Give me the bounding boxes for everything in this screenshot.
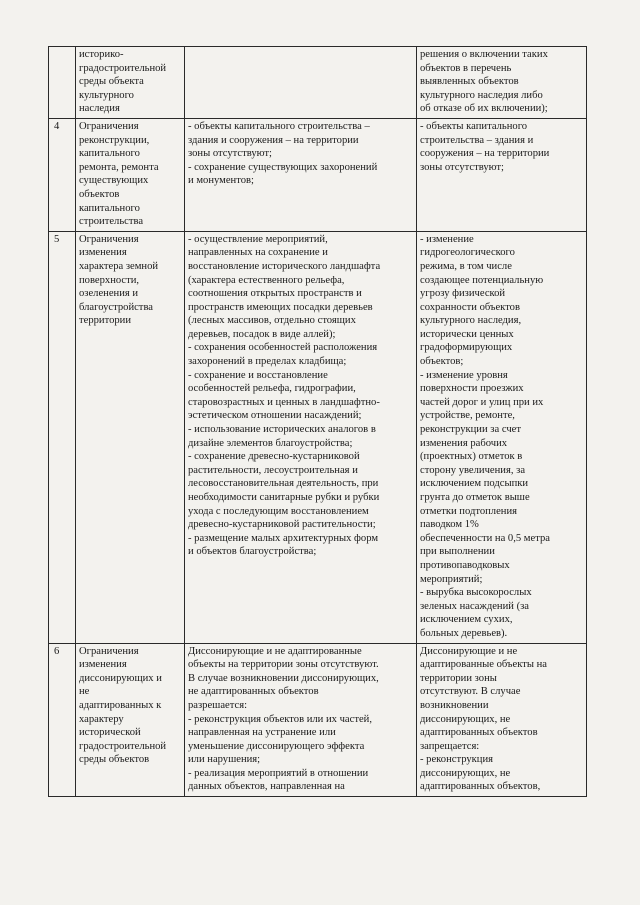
cell-text-line: или нарушения;	[188, 754, 261, 766]
cell-text-line: уменьшение диссонирующего эффекта	[188, 740, 365, 752]
cell-text-line: - сохранения особенностей расположения	[188, 342, 378, 354]
cell-text-line: адаптированных к	[79, 699, 162, 711]
cell-text-line: характера земной	[79, 260, 159, 272]
prohibited-measures-cell	[417, 643, 587, 797]
prohibited-measures-cell	[417, 231, 587, 643]
cell-text-line: исторической	[79, 727, 141, 739]
cell-text-line: - использование исторических аналогов в	[188, 424, 376, 436]
cell-text-line: лесовосстановительная деятельность, при	[188, 478, 379, 490]
cell-text-line: - изменение уровня	[420, 369, 508, 381]
cell-text-line: благоустройства	[79, 301, 154, 313]
cell-text-line: - сохранение древесно-кустарниковой	[188, 451, 360, 463]
row-number-cell: 5	[49, 231, 76, 643]
cell-text-line: - реконструкция объектов или их частей,	[188, 713, 372, 725]
cell-text-line: изменения	[79, 247, 127, 259]
cell-text-line: обеспеченности на 0,5 метра	[420, 532, 550, 544]
cell-text-line: пространств имеющих посадки деревьев	[188, 301, 373, 313]
cell-text-line: угрозу физической	[420, 288, 506, 300]
cell-text-line: - осуществление мероприятий,	[188, 233, 328, 245]
cell-text-line: паводком 1%	[420, 519, 479, 531]
cell-text-line: (проектных) отметок в	[420, 451, 523, 463]
cell-text-line: об отказе об их включении);	[420, 103, 548, 115]
cell-text-line: капитального	[79, 148, 140, 160]
cell-text-line: необходимости санитарные рубки и рубки	[188, 492, 380, 503]
cell-text-line: грунта до отметок выше	[420, 492, 530, 503]
table-row	[49, 231, 587, 643]
permitted-measures-cell	[185, 47, 417, 119]
cell-text-line: не	[79, 686, 90, 698]
cell-text-line: изменения	[79, 659, 127, 671]
cell-text-line: запрещается:	[420, 740, 480, 752]
cell-text-line: - изменение	[420, 233, 474, 245]
cell-text-line: градостроительной	[79, 62, 167, 74]
table-row	[49, 47, 587, 119]
cell-text-line: градостроительной	[79, 740, 167, 752]
restrictions-table	[48, 46, 587, 797]
cell-text-line: зоны отсутствуют;	[420, 161, 505, 173]
cell-text-line: направленная на устранение или	[188, 727, 336, 739]
cell-text-line: объектов	[79, 188, 120, 200]
prohibited-measures-cell	[417, 47, 587, 119]
cell-text-line: реконструкции,	[79, 134, 150, 146]
cell-text-line: здания и сооружения – на территории	[188, 134, 359, 146]
table-row	[49, 643, 587, 797]
cell-text-line: гидрогеологического	[420, 247, 515, 259]
cell-text-line: эстетическом отношении насаждений;	[188, 410, 362, 422]
cell-text-line: - сохранение и восстановление	[188, 369, 328, 381]
cell-text-line: мероприятий;	[420, 573, 483, 585]
cell-text-line: Диссонирующие и не адаптированные	[188, 645, 362, 657]
prohibited-measures-cell	[417, 118, 587, 231]
cell-text-line: территории	[79, 315, 132, 327]
cell-text-line: наследия	[79, 103, 120, 115]
cell-text-line: адаптированных объектов	[420, 727, 538, 739]
cell-text-line: - размещение малых архитектурных форм	[188, 532, 379, 544]
cell-text-line: и объектов благоустройства;	[188, 546, 317, 558]
row-number-cell: 6	[49, 643, 76, 797]
cell-text-line: культурного наследия,	[420, 315, 522, 327]
cell-text-line: - объекты капитального строительства –	[188, 120, 370, 132]
cell-text-line: озеленения и	[79, 288, 139, 300]
cell-text-line: ремонта, ремонта	[79, 161, 159, 173]
cell-text-line: поверхности проезжих	[420, 383, 524, 395]
cell-text-line: Ограничения	[79, 645, 139, 657]
cell-text-line: - реализация мероприятий в отношении	[188, 767, 369, 779]
table-row	[49, 118, 587, 231]
cell-text-line: существующих	[79, 175, 149, 187]
cell-text-line: культурного наследия либо	[420, 89, 543, 101]
cell-text-line: - объекты капитального	[420, 120, 528, 132]
cell-text-line: Ограничения	[79, 120, 139, 132]
cell-text-line: особенностей рельефа, гидрографии,	[188, 383, 356, 395]
cell-text-line: В случае возникновении диссонирующих,	[188, 672, 379, 684]
cell-text-line: ухода с последующим восстановлением	[188, 505, 369, 517]
cell-text-line: диссонирующих, не	[420, 713, 511, 725]
cell-text-line: сооружения – на территории	[420, 148, 550, 160]
cell-text-line: частей дорог и улиц при их	[420, 396, 544, 408]
cell-text-line: строительства – здания и	[420, 134, 534, 146]
cell-text-line: объектов;	[420, 356, 464, 368]
cell-text-line: (лесных массивов, отдельно стоящих	[188, 315, 356, 327]
table-body	[49, 47, 587, 797]
cell-text-line: соотношения открытых пространств и	[188, 288, 362, 300]
cell-text-line: исключением подсыпки	[420, 478, 529, 490]
cell-text-line: - вырубка высокорослых	[420, 587, 532, 599]
cell-text-line: среды объектов	[79, 754, 150, 766]
cell-text-line: восстановление исторического ландшафта	[188, 260, 381, 272]
cell-text-line: диссонирующих и	[79, 672, 162, 684]
cell-text-line: создающее потенциальную	[420, 274, 544, 286]
cell-text-line: при выполнении	[420, 546, 495, 558]
cell-text-line: строительства	[79, 216, 144, 228]
cell-text-line: режима, в том числе	[420, 260, 512, 272]
cell-text-line: зоны отсутствуют;	[188, 148, 273, 160]
cell-text-line: изменения рабочих	[420, 437, 508, 449]
cell-text-line: противопаводковых	[420, 559, 510, 571]
cell-text-line: данных объектов, направленная на	[188, 781, 345, 793]
cell-text-line: объекты на территории зоны отсутствуют.	[188, 659, 379, 671]
restriction-name-cell	[76, 47, 185, 119]
cell-text-line: деревьев, посадок в виде аллей);	[188, 328, 336, 340]
cell-text-line: захоронений в пределах кладбища;	[188, 356, 347, 368]
cell-text-line: градоформирующих	[420, 342, 513, 354]
cell-text-line: (характера естественного рельефа,	[188, 274, 345, 286]
cell-text-line: исключением сухих,	[420, 614, 513, 626]
cell-text-line: территории зоны	[420, 672, 497, 684]
cell-text-line: зеленых насаждений (за	[420, 600, 529, 612]
cell-text-line: капитального	[79, 202, 140, 214]
cell-text-line: выявленных объектов	[420, 76, 519, 88]
cell-text-line: культурного	[79, 89, 134, 101]
permitted-measures-cell	[185, 231, 417, 643]
cell-text-line: старовозрастных и ценных в ландшафтно-	[188, 396, 380, 408]
cell-text-line: реконструкции за счет	[420, 424, 521, 436]
cell-text-line: древесно-кустарниковой растительности;	[188, 519, 376, 531]
cell-text-line: разрешается:	[188, 699, 248, 711]
cell-text-line: отметки подтопления	[420, 505, 517, 517]
cell-text-line: характеру	[79, 713, 124, 725]
permitted-measures-cell	[185, 118, 417, 231]
cell-text-line: сохранности объектов	[420, 301, 520, 313]
row-number-cell: 4	[49, 118, 76, 231]
cell-text-line: поверхности,	[79, 274, 140, 286]
cell-text-line: адаптированных объектов,	[420, 781, 541, 793]
cell-text-line: Ограничения	[79, 233, 139, 245]
cell-text-line: - сохранение существующих захоронений	[188, 161, 378, 173]
cell-text-line: возникновении	[420, 699, 489, 711]
restriction-name-cell	[76, 643, 185, 797]
cell-text-line: Диссонирующие и не	[420, 645, 518, 657]
cell-text-line: решения о включении таких	[420, 49, 548, 60]
cell-text-line: адаптированные объекты на	[420, 659, 547, 671]
cell-text-line: исторически ценных	[420, 328, 514, 340]
restriction-name-cell	[76, 118, 185, 231]
cell-text-line: среды объекта	[79, 76, 144, 88]
cell-text-line: больных деревьев).	[420, 627, 508, 639]
cell-text-line: объектов в перечень	[420, 62, 512, 74]
cell-text-line: растительности, лесоустроительная и	[188, 464, 358, 476]
row-number-cell	[49, 47, 76, 119]
permitted-measures-cell	[185, 643, 417, 797]
cell-text-line: диссонирующих, не	[420, 767, 511, 779]
cell-text-line: направленных на сохранение и	[188, 247, 328, 259]
cell-text-line: сторону увеличения, за	[420, 464, 526, 476]
cell-text-line: и монументов;	[188, 175, 254, 187]
cell-text-line: - реконструкция	[420, 754, 494, 766]
cell-text-line: отсутствуют. В случае	[420, 686, 521, 698]
cell-text-line: дизайне элементов благоустройства;	[188, 437, 353, 449]
restriction-name-cell	[76, 231, 185, 643]
cell-text-line: не адаптированных объектов	[188, 686, 319, 698]
cell-text-line: историко-	[79, 49, 124, 60]
cell-text-line: устройстве, ремонте,	[420, 410, 515, 422]
